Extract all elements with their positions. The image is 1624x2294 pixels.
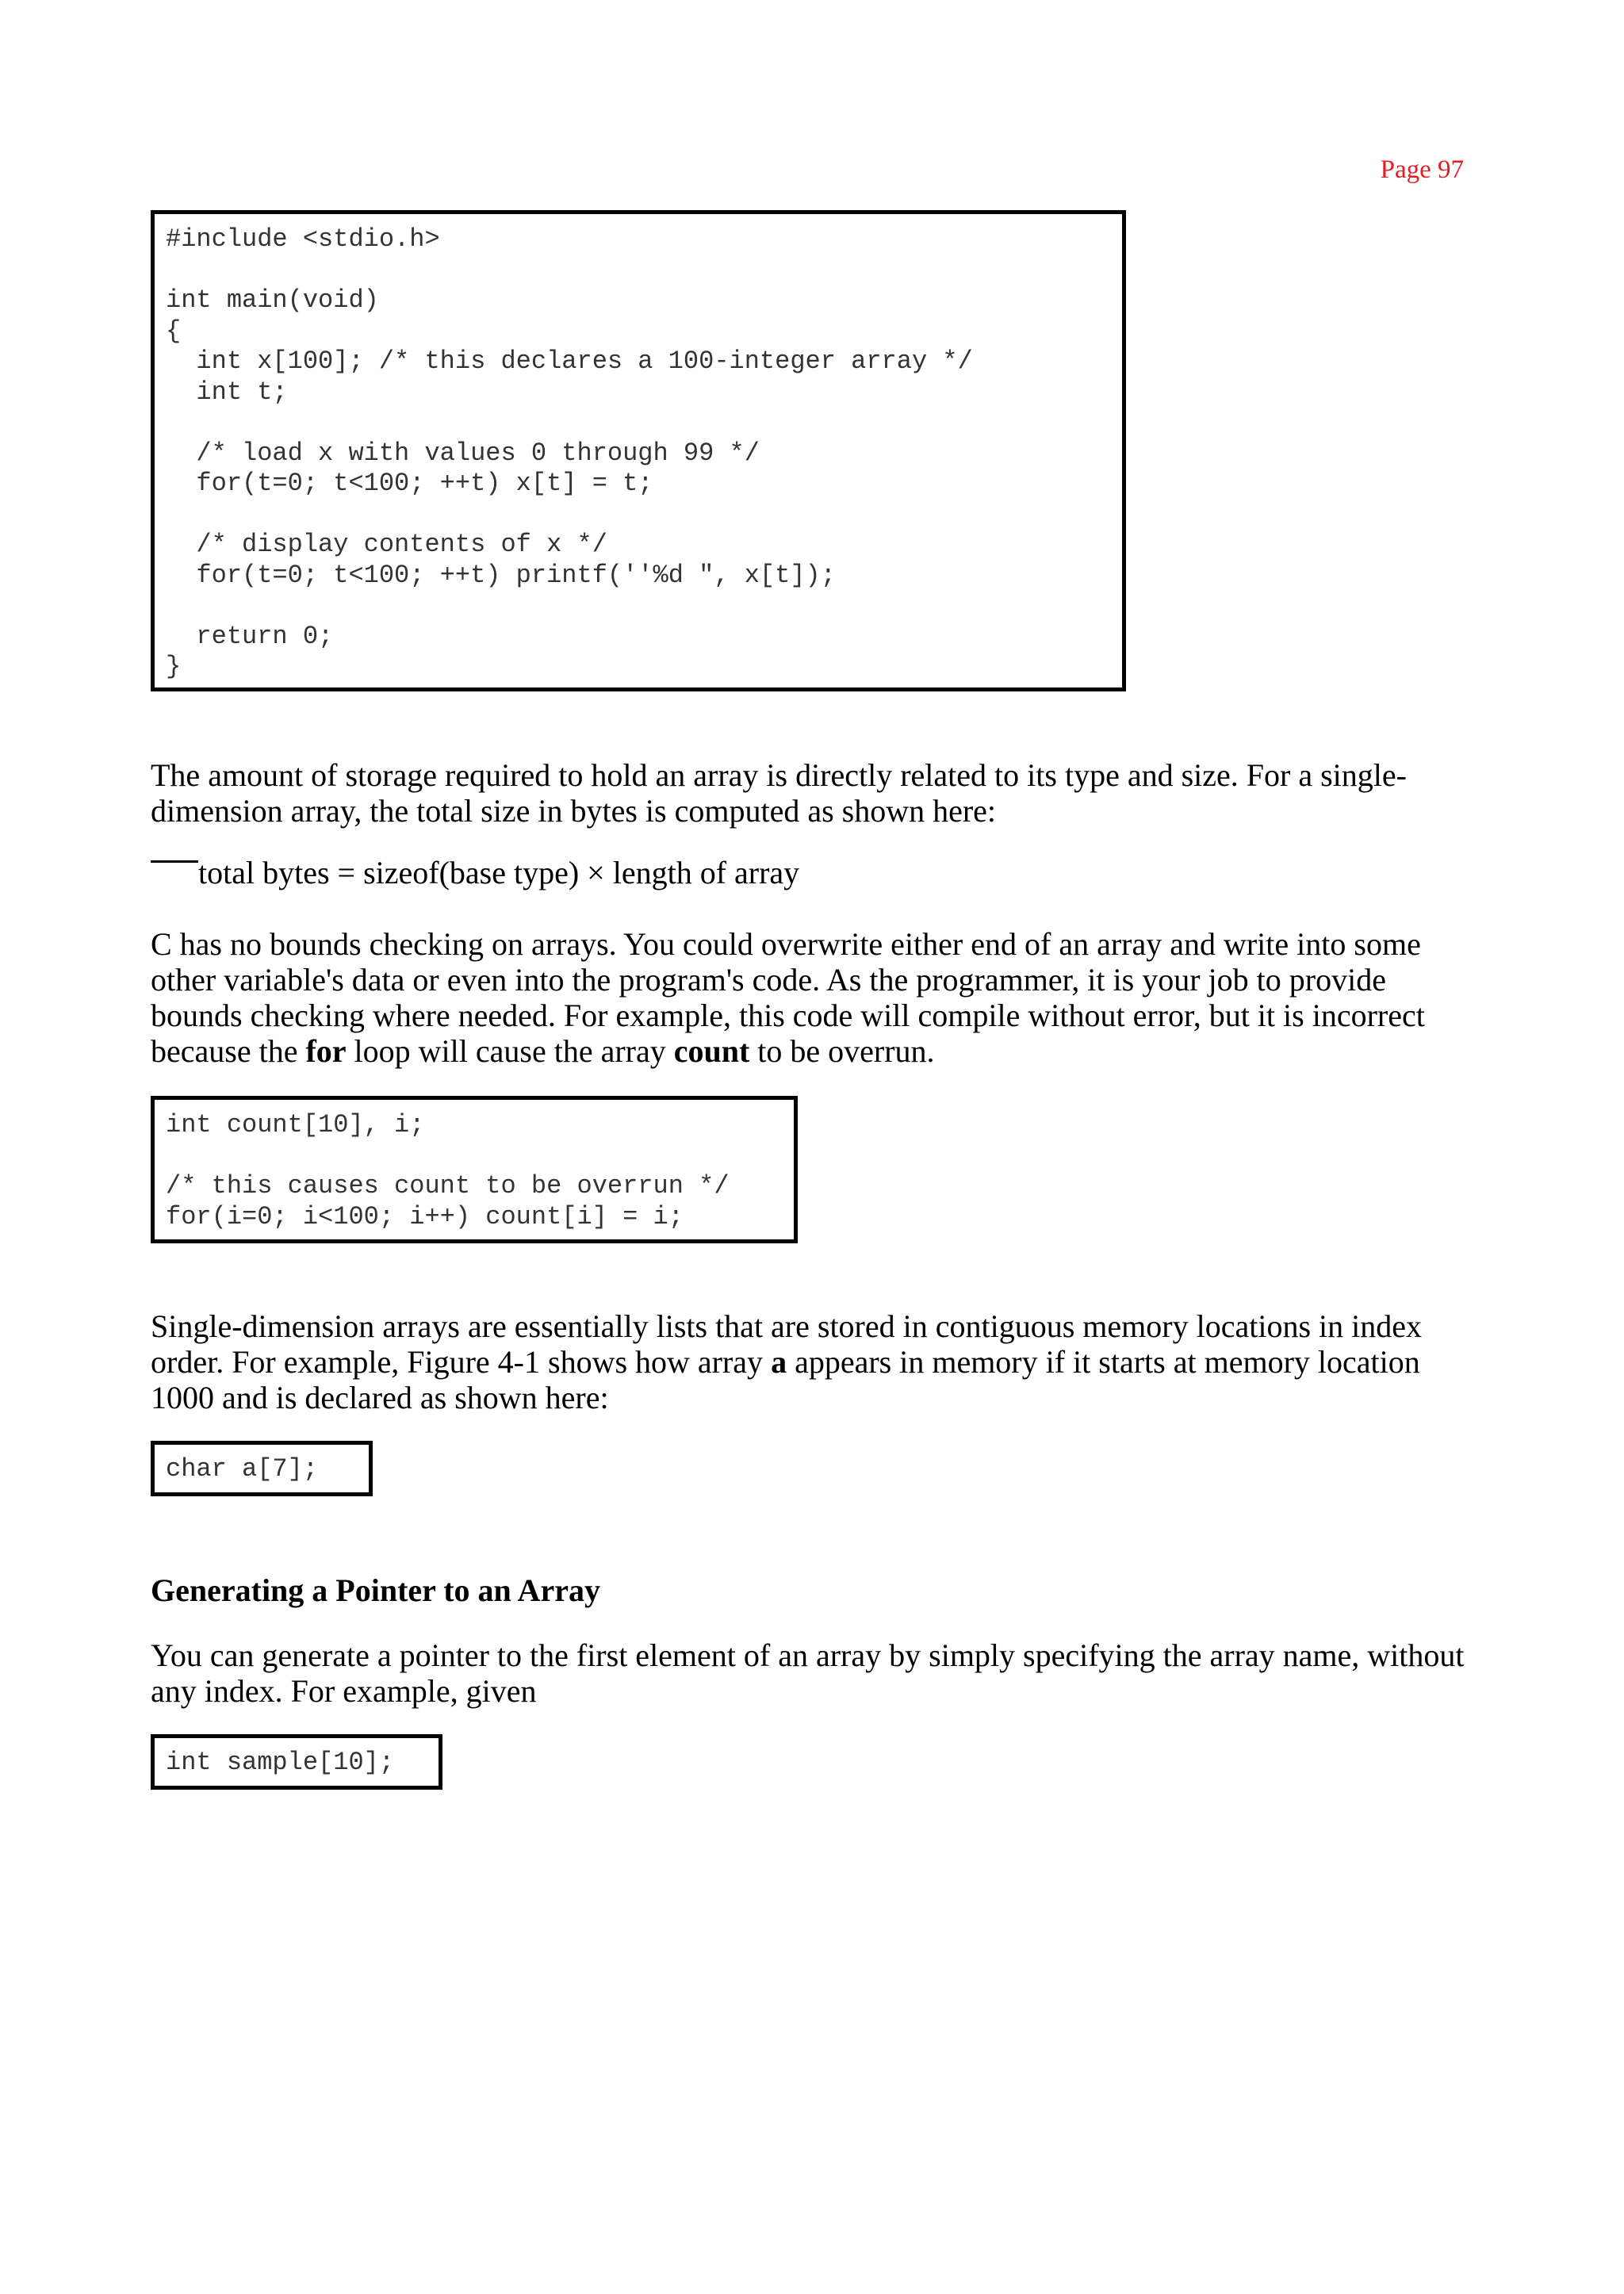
code-line xyxy=(155,591,1122,622)
text-run: loop will cause the array xyxy=(346,1033,674,1069)
code-block-main xyxy=(151,210,1126,691)
code-line: int main(void) xyxy=(166,285,379,315)
paragraph-pointer: You can generate a pointer to the first element of an array by simply specifying the array name, without any index. For example, given xyxy=(151,1637,1465,1709)
text-run: Single-dimension arrays are essentially lists that are stored in contiguous memory locations in index order. For example, Figure 4-1 shows how array xyxy=(151,1308,1422,1380)
code-line: /* display contents of x */ xyxy=(166,530,607,559)
paragraph-bounds xyxy=(151,926,1475,1069)
text-run: to be overrun. xyxy=(749,1033,935,1069)
code-line xyxy=(155,255,1122,286)
code-line: /* load x with values 0 through 99 */ xyxy=(166,438,760,468)
code-line: int sample[10]; xyxy=(166,1748,395,1777)
keyword-a: a xyxy=(771,1344,787,1380)
code-line: #include <stdio.h> xyxy=(166,224,440,254)
text-run: appears in memory if it starts at memory location 1000 and is declared as shown here: xyxy=(151,1344,1420,1415)
rule-mark xyxy=(151,860,198,863)
code-line: int count[10], i; xyxy=(166,1110,425,1139)
formula xyxy=(151,855,799,890)
formula-text: total bytes = sizeof(base type) × length of array xyxy=(198,855,800,890)
code-line: for(t=0; t<100; ++t) printf(''%d ", x[t]); xyxy=(166,560,836,590)
code-line xyxy=(155,408,1122,439)
code-line: for(i=0; i<100; i++) count[i] = i; xyxy=(166,1201,684,1231)
code-line: char a[7]; xyxy=(166,1454,319,1484)
code-block-char xyxy=(151,1441,373,1496)
paragraph-storage: The amount of storage required to hold an array is directly related to its type and size. For a single-dimension array, the total size in bytes is computed as shown here: xyxy=(151,757,1407,829)
code-line xyxy=(155,1141,794,1172)
code-block-sample xyxy=(151,1734,442,1790)
code-line: for(t=0; t<100; ++t) x[t] = t; xyxy=(166,469,653,498)
keyword-count: count xyxy=(673,1033,750,1069)
code-line: } xyxy=(166,652,182,681)
code-line: { xyxy=(166,316,182,346)
section-heading: Generating a Pointer to an Array xyxy=(151,1572,600,1608)
page-number: Page 97 xyxy=(1380,155,1464,184)
code-line: return 0; xyxy=(166,621,334,651)
text-run: C has no bounds checking on arrays. You could overwrite either end of an array and write into some other variable's data or even into the program's code. As the programmer, it is your job to provide bounds checking where needed. For example, this code will compile without error, but it is incorrect because the xyxy=(151,926,1425,1069)
keyword-for: for xyxy=(305,1033,347,1069)
paragraph-contiguous xyxy=(151,1308,1475,1415)
code-block-overrun xyxy=(151,1096,798,1243)
code-line: /* this causes count to be overrun */ xyxy=(166,1171,730,1201)
code-line: int x[100]; /* this declares a 100-integer array */ xyxy=(166,347,973,376)
code-line xyxy=(155,500,1122,530)
code-line: int t; xyxy=(166,377,288,407)
